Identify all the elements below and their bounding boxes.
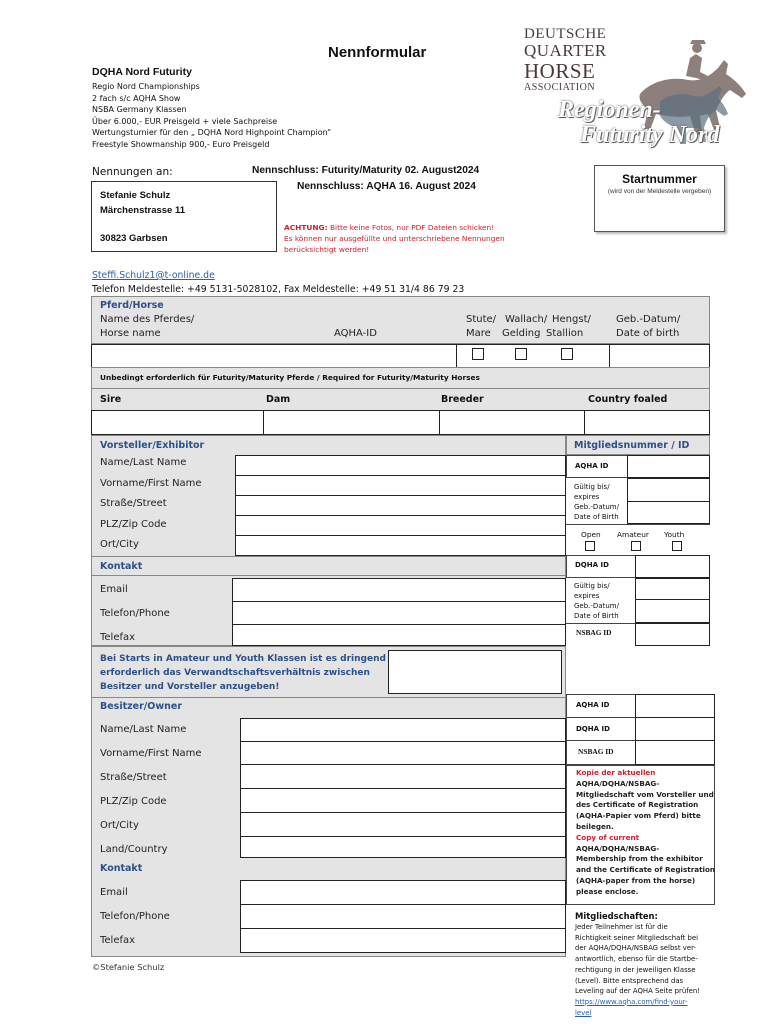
horse-dob-input[interactable] (609, 344, 710, 368)
warning-text (284, 222, 505, 255)
exhibitor-street-input[interactable] (235, 495, 566, 516)
copy-note-de-line: Mitgliedschaft vom Vorsteller und (576, 789, 714, 799)
logo-script (550, 98, 719, 148)
phone-line: Telefon Meldestelle: +49 5131-5028102, Fax Meldestelle: +49 51 31/4 86 79 23 (92, 284, 465, 295)
membership-line: Leveling auf der AQHA Seite prüfen! (575, 987, 701, 996)
warning-rest: Bitte keine Fotos, nur PDF Dateien schicken! (327, 223, 495, 232)
owner-nsbag-id-label: NSBAG ID (578, 747, 614, 756)
owner-city-input[interactable] (240, 812, 566, 837)
stallion-label1: Hengst/ (552, 314, 591, 325)
exhibitor-valid-label (574, 482, 619, 522)
exhibitor-city-label: Ort/City (100, 539, 139, 550)
warning-bold: ACHTUNG: (284, 223, 328, 232)
amateur-note-line1: Bei Starts in Amateur und Youth Klassen ist es dringend (100, 654, 386, 664)
valid-line1: Gültig bis/ (574, 483, 610, 491)
horse-section-title: Pferd/Horse (100, 300, 164, 311)
horse-name-label2: Horse name (100, 328, 161, 339)
copy-note-de-line: (AQHA-Papier vom Pferd) bitte (576, 811, 701, 821)
exhibitor-fax-label: Telefax (100, 632, 136, 643)
exhibitor-email-input[interactable] (232, 578, 566, 602)
sire-input[interactable] (91, 410, 264, 435)
exhibitor-phone-input[interactable] (232, 601, 566, 625)
copy-note (576, 768, 715, 898)
logo-script2: Futurity Nord (580, 122, 720, 148)
gelding-label1: Wallach/ (505, 314, 548, 325)
owner-phone-input[interactable] (240, 904, 566, 929)
amateur-label: Amateur (617, 530, 649, 539)
deadline-futurity: Nennschluss: Futurity/Maturity 02. August2024 (252, 165, 480, 176)
mare-label1: Stute/ (466, 314, 497, 325)
valid-line1: Gültig bis/ (574, 582, 610, 590)
exhibitor-zip-label: PLZ/Zip Code (100, 519, 167, 530)
owner-firstname-input[interactable] (240, 741, 566, 765)
membership-line: antwortlich, ebenso für die Startbe- (575, 955, 698, 964)
copy-note-en-line: Membership from the exhibitor (576, 854, 703, 864)
event-name: DQHA Nord Futurity (92, 66, 192, 78)
startnummer-note: (wird von der Meldestelle vergeben) (607, 188, 712, 195)
address-street: Märchenstrasse 11 (100, 205, 186, 216)
owner-aqha-id-input[interactable] (635, 694, 715, 718)
member-section-title: Mitgliedsnummer / ID (574, 440, 690, 451)
stallion-label2: Stallion (546, 328, 584, 339)
copy-note-de-line: AQHA/DQHA/NSBAG- (576, 778, 660, 788)
exhibitor-aqha-id-label: AQHA ID (575, 462, 609, 470)
copyright: ©Stefanie Schulz (92, 962, 165, 972)
event-line: Über 6.000,- EUR Preisgeld + viele Sachpreise (92, 116, 278, 126)
amateur-note-line3: Besitzer und Vorsteller anzugeben! (100, 682, 280, 692)
exhibitor-expires-input[interactable] (627, 478, 710, 502)
required-note: Unbedingt erforderlich für Futurity/Maturity Pferde / Required for Futurity/Maturity Horses (100, 373, 480, 382)
copy-note-en-line: (AQHA-paper from the horse) (576, 875, 696, 885)
exhibitor-zip-input[interactable] (235, 515, 566, 536)
open-label: Open (581, 530, 601, 539)
horse-name-label1: Name des Pferdes/ (100, 314, 195, 325)
warning-line3: berücksichtigt werden! (284, 245, 370, 254)
logo-script1: Regionen- (558, 97, 661, 123)
owner-dqha-id-label: DQHA ID (576, 725, 610, 733)
dqha-logo (510, 24, 760, 154)
member-divider (566, 524, 710, 525)
exhibitor-name-input[interactable] (235, 455, 566, 476)
exhibitor-dqha-id-input[interactable] (635, 555, 710, 578)
dob-line2: Date of Birth (574, 612, 619, 620)
copy-note-en-line: please enclose. (576, 886, 639, 896)
exhibitor-dqha-expires-input[interactable] (635, 578, 710, 600)
event-line: Freestyle Showmanship 900,- Euro Preisgeld (92, 139, 270, 149)
owner-contact-title: Kontakt (100, 863, 143, 874)
owner-street-label: Straße/Street (100, 772, 167, 783)
breeder-input[interactable] (439, 410, 585, 435)
owner-name-input[interactable] (240, 718, 566, 742)
exhibitor-contact-band (91, 556, 566, 576)
copy-note-en-head: Copy of current (576, 832, 640, 842)
owner-name-label: Name/Last Name (100, 724, 187, 735)
deadline-aqha: Nennschluss: AQHA 16. August 2024 (297, 181, 476, 192)
dam-input[interactable] (263, 410, 440, 435)
entries-label: Nennungen an: (92, 166, 173, 178)
exhibitor-contact-title: Kontakt (100, 561, 143, 572)
exhibitor-firstname-input[interactable] (235, 475, 566, 496)
exhibitor-phone-label: Telefon/Phone (100, 608, 170, 619)
logo-text (524, 26, 607, 94)
open-checkbox[interactable] (585, 541, 595, 551)
owner-country-label: Land/Country (100, 844, 168, 855)
copy-note-en-line: AQHA/DQHA/NSBAG- (576, 843, 660, 853)
membership-title: Mitgliedschaften: (575, 911, 658, 921)
level-link[interactable]: https://www.aqha.com/find-your- (575, 997, 688, 1006)
copy-note-de-line: beilegen. (576, 821, 614, 831)
exhibitor-nsbag-id-label: NSBAG ID (576, 628, 612, 637)
startnummer-box (594, 165, 725, 232)
sire-label: Sire (100, 394, 122, 405)
level-link-cont[interactable]: level (575, 1008, 592, 1017)
exhibitor-dqha-valid-label (574, 581, 619, 621)
dam-label: Dam (266, 394, 291, 405)
youth-label: Youth (664, 530, 685, 539)
valid-line2: expires (574, 493, 600, 501)
owner-zip-input[interactable] (240, 788, 566, 813)
country-label: Country foaled (588, 394, 668, 405)
copy-note-de-line: des Certificate of Registration (576, 800, 699, 810)
exhibitor-dob-input[interactable] (627, 501, 710, 524)
exhibitor-city-input[interactable] (235, 535, 566, 556)
mare-checkbox[interactable] (472, 348, 484, 360)
exhibitor-street-label: Straße/Street (100, 498, 167, 509)
owner-email-label: Email (100, 887, 128, 898)
event-details (92, 81, 331, 151)
amateur-note-line2: erforderlich das Verwandtschaftsverhältnis zwischen (100, 668, 370, 678)
exhibitor-name-label: Name/Last Name (100, 457, 187, 468)
owner-zip-label: PLZ/Zip Code (100, 796, 167, 807)
horse-aqha-id-label: AQHA-ID (334, 328, 377, 339)
exhibitor-section-title: Vorsteller/Exhibitor (100, 440, 205, 451)
exhibitor-aqha-id-input[interactable] (627, 455, 710, 478)
owner-nsbag-id-input[interactable] (635, 740, 715, 765)
address-city: 30823 Garbsen (100, 233, 168, 244)
exhibitor-fax-input[interactable] (232, 624, 566, 646)
event-line: NSBA Germany Klassen (92, 105, 187, 115)
owner-phone-label: Telefon/Phone (100, 911, 170, 922)
owner-fax-label: Telefax (100, 935, 136, 946)
mare-label2: Mare (466, 328, 491, 339)
membership-line: (Level). Bitte entsprechend das (575, 976, 684, 985)
startnummer-title: Startnummer (622, 172, 697, 186)
owner-aqha-id-label: AQHA ID (576, 701, 610, 709)
logo-line4: ASSOCIATION (524, 82, 596, 93)
membership-note (575, 910, 720, 1018)
owner-email-input[interactable] (240, 880, 566, 905)
event-line: 2 fach s/c AQHA Show (92, 93, 181, 103)
owner-fax-input[interactable] (240, 928, 566, 953)
exhibitor-firstname-label: Vorname/First Name (100, 478, 202, 489)
relationship-input[interactable] (388, 650, 562, 694)
exhibitor-dqha-id-label: DQHA ID (575, 561, 609, 569)
address-name: Stefanie Schulz (100, 190, 171, 201)
amateur-checkbox[interactable] (631, 541, 641, 551)
owner-section-title: Besitzer/Owner (100, 701, 183, 712)
warning-line2: Es können nur ausgefüllte und unterschriebene Nennungen (284, 234, 505, 243)
dob-line1: Geb.-Datum/ (574, 503, 619, 511)
membership-line: der AQHA/DQHA/NSBAG selbst ver- (575, 944, 696, 953)
logo-line3: HORSE (524, 59, 596, 83)
page-title: Nennformular (328, 44, 427, 61)
dob-label2: Date of birth (616, 328, 680, 339)
email-link[interactable]: Steffi.Schulz1@t-online.de (92, 270, 215, 281)
event-line: Wertungsturnier für den „ DQHA Nord Highpoint Champion“ (92, 128, 332, 138)
gelding-label2: Gelding (502, 328, 541, 339)
gelding-checkbox[interactable] (515, 348, 527, 360)
logo-line2: QUARTER (524, 41, 607, 60)
valid-line2: expires (574, 592, 600, 600)
copy-note-en-line: and the Certificate of Registration (576, 865, 716, 875)
membership-line: rechtigung in der jeweiligen Klasse (575, 965, 696, 974)
exhibitor-dqha-dob-input[interactable] (635, 599, 710, 623)
logo-line1: DEUTSCHE (524, 26, 607, 42)
event-line: Regio Nord Championships (92, 82, 200, 91)
exhibitor-nsbag-id-input[interactable] (635, 623, 710, 646)
breeder-label: Breeder (441, 394, 484, 405)
owner-street-input[interactable] (240, 764, 566, 789)
exhibitor-email-label: Email (100, 584, 128, 595)
stallion-checkbox[interactable] (561, 348, 573, 360)
country-input[interactable] (584, 410, 710, 435)
owner-dqha-id-input[interactable] (635, 717, 715, 741)
dob-line1: Geb.-Datum/ (574, 602, 619, 610)
amateur-note (100, 652, 386, 694)
dob-label1: Geb.-Datum/ (616, 314, 681, 325)
horse-name-input[interactable] (91, 344, 457, 368)
copy-note-de-head: Kopie der aktuellen (576, 768, 656, 777)
owner-city-label: Ort/City (100, 820, 139, 831)
dob-line2: Date of Birth (574, 513, 619, 521)
owner-firstname-label: Vorname/First Name (100, 748, 202, 759)
membership-line: Richtigkeit seiner Mitgliedschaft bei (575, 933, 699, 942)
membership-line: Jeder Teilnehmer ist für die (575, 923, 668, 931)
youth-checkbox[interactable] (672, 541, 682, 551)
owner-country-input[interactable] (240, 836, 566, 858)
